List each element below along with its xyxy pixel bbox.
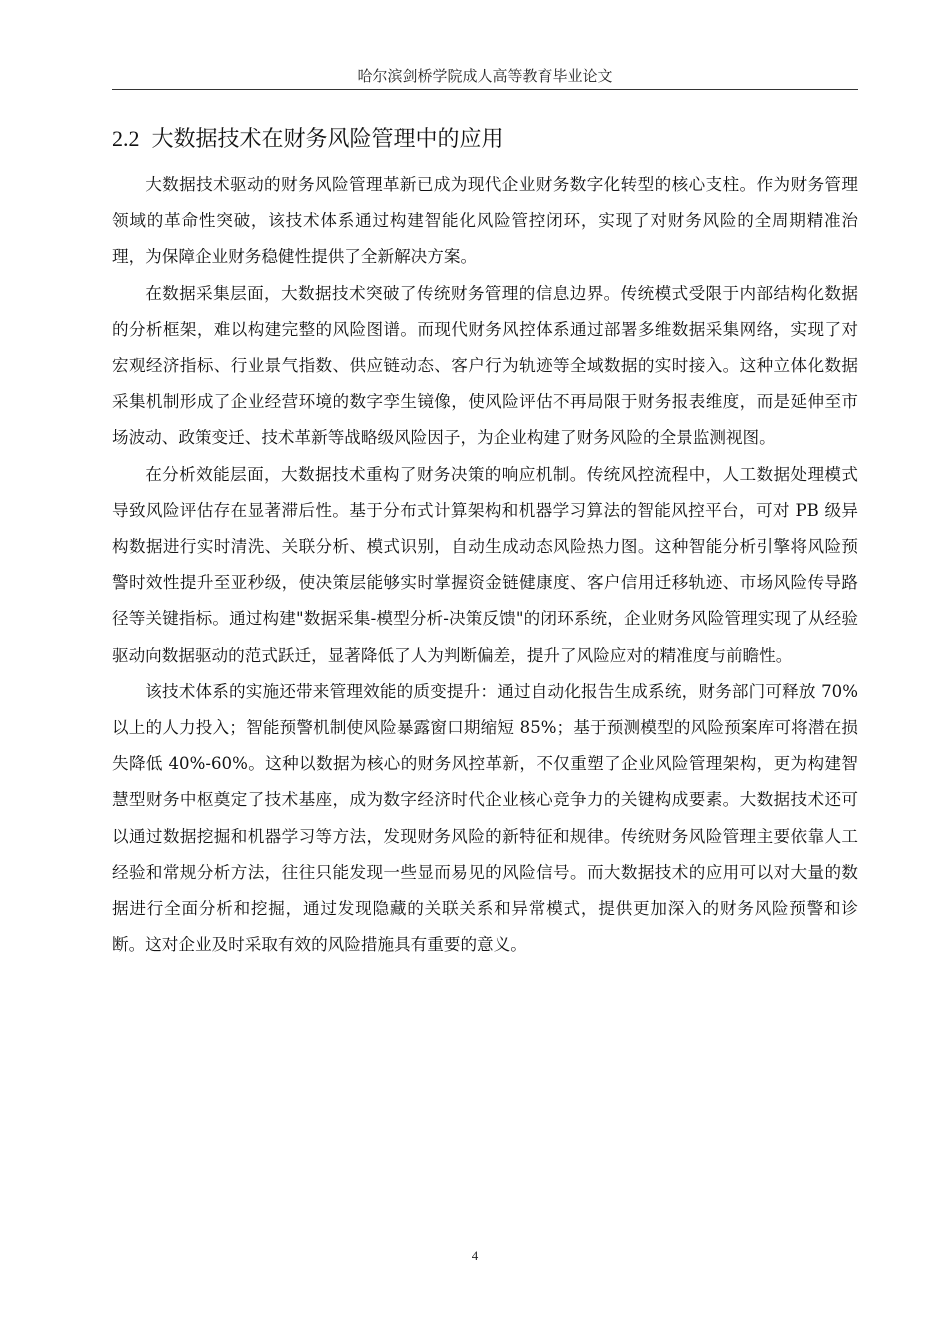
paragraph-3: 在分析效能层面，大数据技术重构了财务决策的响应机制。传统风控流程中，人工数据处理模式导致风险评估存在显著滞后性。基于分布式计算架构和机器学习算法的智能风控平台，可对 PB 级异构数据进行实时清洗、关联分析、模式识别，自动生成动态风险热力图。这种智能分析引擎将风险预警时效性提升至亚秒级，使决策层能够实时掌握资金链健康度、客户信用迁移轨迹、市场风险传导路径等关键指标。通过构建"数据采集-模型分析-决策反馈"的闭环系统，企业财务风险管理实现了从经验驱动向数据驱动的范式跃迁，显著降低了人为判断偏差，提升了风险应对的精准度与前瞻性。 [112,464,858,665]
page-number: 4 [471,1248,479,1263]
header-rule [112,89,858,90]
section-number: 2.2 [112,126,140,151]
body-text [112,167,858,963]
paragraph-1: 大数据技术驱动的财务风险管理革新已成为现代企业财务数字化转型的核心支柱。作为财务管理领域的革命性突破，该技术体系通过构建智能化风险管控闭环，实现了对财务风险的全周期精准治理，为保障企业财务稳健性提供了全新解决方案。 [112,175,858,267]
paragraph-4: 该技术体系的实施还带来管理效能的质变提升：通过自动化报告生成系统，财务部门可释放 70%以上的人力投入；智能预警机制使风险暴露窗口期缩短 85%；基于预测模型的风险预案库可将潜在损失降低 40%-60%。这种以数据为核心的财务风控革新，不仅重塑了企业风险管理架构，更为构建智慧型财务中枢奠定了技术基座，成为数字经济时代企业核心竞争力的关键构成要素。大数据技术还可以通过数据挖掘和机器学习等方法，发现财务风险的新特征和规律。传统财务风险管理主要依靠人工经验和常规分析方法，往往只能发现一些显而易见的风险信号。而大数据技术的应用可以对大量的数据进行全面分析和挖掘，通过发现隐藏的关联关系和异常模式，提供更加深入的财务风险预警和诊断。这对企业及时采取有效的风险措施具有重要的意义。 [112,681,858,955]
section-heading [112,124,858,155]
paragraph-2: 在数据采集层面，大数据技术突破了传统财务管理的信息边界。传统模式受限于内部结构化数据的分析框架，难以构建完整的风险图谱。而现代财务风控体系通过部署多维数据采集网络，实现了对宏观经济指标、行业景气指数、供应链动态、客户行为轨迹等全域数据的实时接入。这种立体化数据采集机制形成了企业经营环境的数字孪生镜像，使风险评估不再局限于财务报表维度，而是延伸至市场波动、政策变迁、技术革新等战略级风险因子，为企业构建了财务风险的全景监测视图。 [112,283,858,448]
section-title-text: 大数据技术在财务风险管理中的应用 [151,127,504,152]
running-header: 哈尔滨剑桥学院成人高等教育毕业论文 [357,67,613,85]
